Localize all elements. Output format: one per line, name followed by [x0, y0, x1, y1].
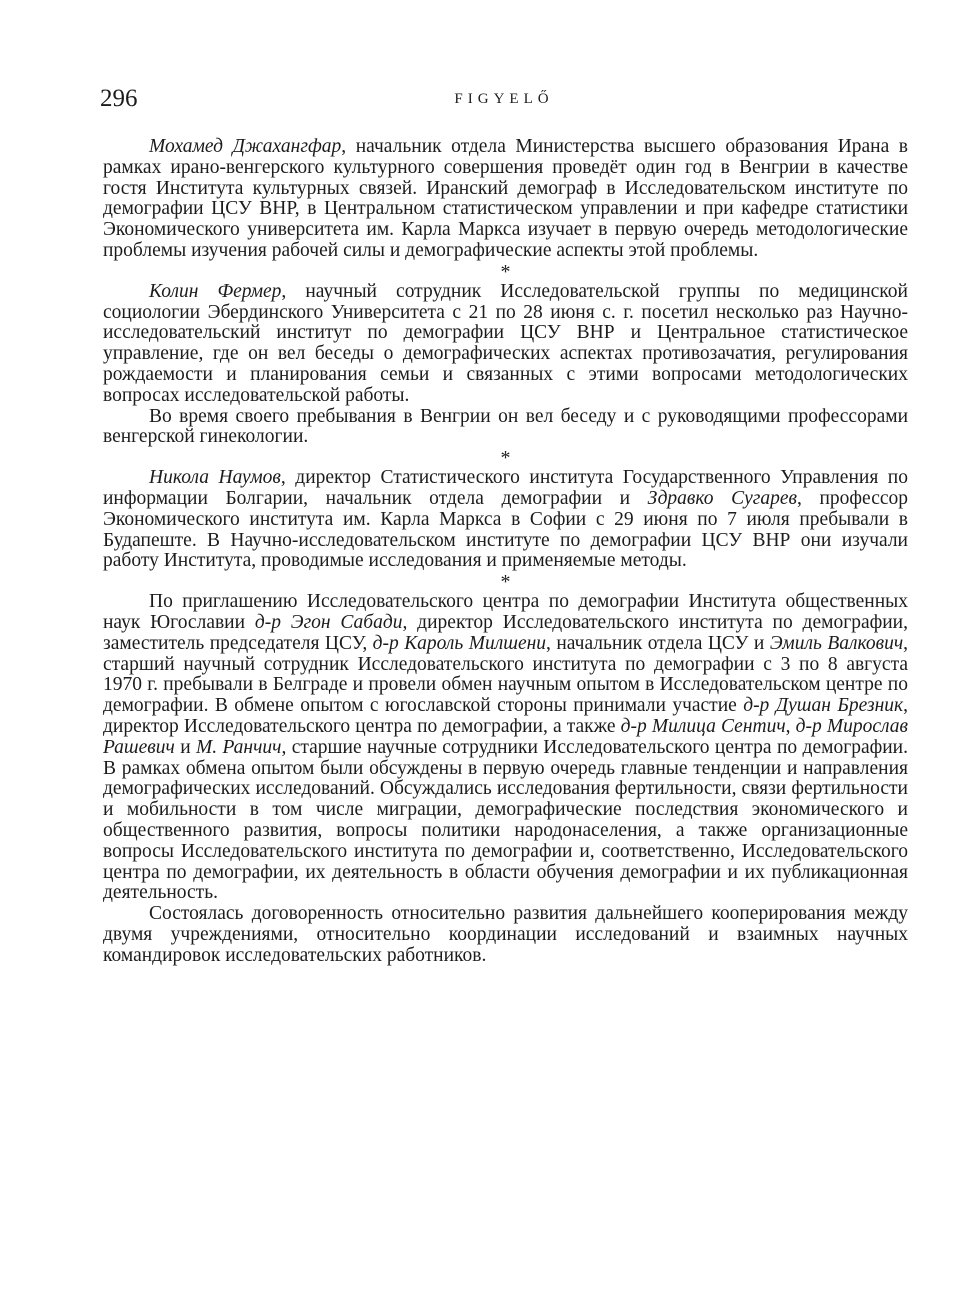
paragraph-naumov: [103, 468, 908, 572]
person-name: М. Ранчич: [196, 736, 282, 758]
paragraph-text: , старшие научные сотрудники Исследовательского центра по демографии. В рамках обмена опытом были обсуждены в первую очередь главные тенденции и направления демографических исследований. Обсуждались исследования фертильности, связи фертильности и мобильности в том числе миграции, демографические последствия экономического и общественного развития, вопросы политики народонаселения, а также организационные вопросы Исследовательского института по демографии и, соответственно, Исследовательского центра по демографии, их деятельность в области обучения демографии и их публикационная деятельность.: [103, 736, 908, 904]
person-name: д-р Милица Сентич: [620, 715, 786, 737]
paragraph-text: , научный сотрудник Исследовательской группы по медицинской социологии Эбердинского Университета с 21 по 28 июня с. г. посетил несколько раз Научно-исследовательский институт по демографии ЦСУ ВНР и Центральное статистическое управление, где он вел беседы о демографических аспектах противозачатия, регулирования рождаемости и планирования семьи и связанных с этими вопросами методологических вопросах исследовательской работы.: [103, 280, 908, 406]
paragraph-text: , директор Исследовательского центра по демографии, а также: [103, 695, 908, 737]
person-name: Эмиль Валкович: [769, 632, 904, 654]
paragraph-text: Во время своего пребывания в Венгрии он вел беседу и с руководящими профессорами венгерской гинекологии.: [103, 405, 908, 448]
person-name: Никола Наумов: [149, 467, 281, 489]
paragraph-text: , профессор Экономического института им. Карла Маркса в Софии с 29 июня по 7 июля пребывали в Будапеште. В Научно-исследовательском институте по демографии ЦСУ ВНР они изучали работу Института, проводимые исследования и применяемые методы.: [103, 487, 909, 572]
person-name: д-р Эгон Сабади: [254, 611, 403, 633]
paragraph-agreement: [103, 904, 908, 966]
person-name: Колин Фермер: [149, 280, 282, 302]
page-header: [100, 84, 908, 114]
person-name: д-р Мирослав Рашевич: [103, 715, 909, 758]
person-name: Мохамед Джахангфар: [149, 136, 342, 157]
person-name: д-р Душан Брезник: [743, 695, 904, 717]
paragraph-text: , директор Статистического института Государственного Управления по информации Болгарии, начальник отдела демографии и: [103, 467, 908, 509]
running-head: FIGYELŐ: [454, 91, 554, 107]
paragraph-text: , начальник отдела Министерства высшего образования Ирана в рамках ирано-венгерского культурного совершения проведёт один год в Венгрии в качестве гостя Института культурных связей. Иранский демограф в Исследовательском институте по демографии ЦСУ ВНР, в Центральном статистическом управлении и при кафедре статистики Экономического университета им. Карла Маркса изучает в первую очередь методологические проблемы изучения рабочей силы и демографические аспекты этой проблемы.: [103, 136, 909, 261]
paragraph-farmer: [103, 282, 908, 407]
body-text: [103, 137, 908, 966]
paragraph-text: и: [174, 736, 197, 758]
section-separator: *: [500, 260, 511, 283]
person-name: д-р Кароль Милшени: [372, 632, 547, 654]
person-name: Здравко Сугарев: [647, 487, 798, 509]
paragraph-text: , директор Исследовательского института по демографии, заместитель председателя ЦСУ,: [103, 611, 908, 654]
paragraph-text: Состоялась договоренность относительно развития дальнейшего кооперирования между двумя учреждениями, относительно координации исследований и взаимных научных командировок исследовательских работников.: [103, 903, 908, 966]
paragraph-jahangfar: [103, 137, 908, 262]
paragraph-text: По приглашению Исследовательского центра по демографии Института общественных наук Югославии: [103, 591, 908, 633]
section-separator: *: [500, 571, 511, 594]
page-number: 296: [100, 85, 138, 112]
paragraph-farmer-continued: [103, 407, 908, 449]
section-separator: *: [500, 447, 511, 470]
paragraph-yugoslavia: [103, 592, 908, 904]
paragraph-text: , начальник отдела ЦСУ и: [546, 632, 770, 654]
paragraph-text: ,: [785, 715, 796, 737]
paragraph-text: , старший научный сотрудник Исследовательского института по демографии с 3 по 8 августа 1970 г. пребывали в Белграде и провели обмен научным опытом в Исследовательском центре по демографии. В обмене опытом с югославской стороны принимали участие: [103, 632, 908, 717]
